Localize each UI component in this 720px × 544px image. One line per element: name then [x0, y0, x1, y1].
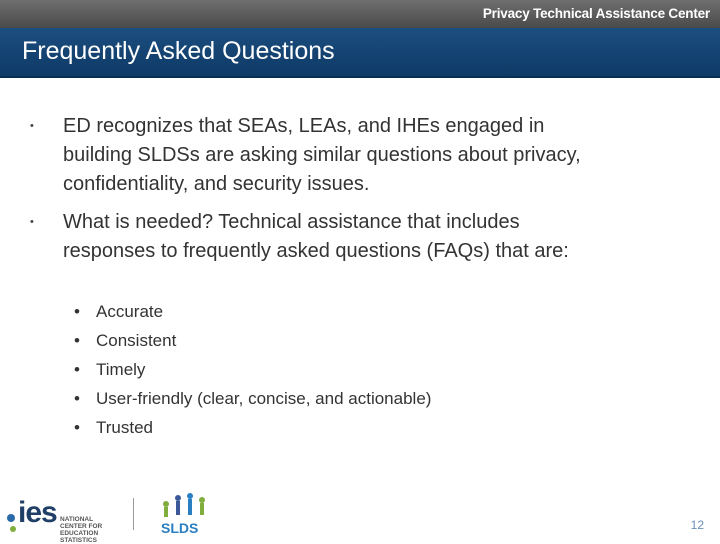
bullet-line: responses to frequently asked questions (FAQs) that are: — [63, 240, 569, 262]
sub-bullet-text: Accurate — [96, 302, 164, 321]
logo-divider — [133, 498, 134, 530]
bullet-marker: • — [30, 216, 34, 228]
slide-title: Frequently Asked Questions — [22, 37, 335, 65]
bullet-line: ED recognizes that SEAs, LEAs, and IHEs engaged in — [63, 115, 545, 137]
bullet-text — [63, 208, 683, 266]
footer-logos — [0, 490, 260, 544]
ies-logo — [4, 494, 124, 544]
title-bar — [0, 28, 720, 78]
slds-logo-text: SLDS — [161, 520, 199, 536]
ies-logo-dot — [10, 526, 16, 532]
ies-logo-text: ies — [18, 496, 57, 529]
bullet-text — [63, 112, 683, 199]
sub-bullet-marker: • — [74, 418, 80, 437]
organization-name: Privacy Technical Assistance Center — [482, 6, 710, 21]
page-number: 12 — [690, 518, 704, 532]
sub-bullet-text: Consistent — [96, 331, 177, 350]
top-banner — [0, 0, 720, 28]
bullet-line: confidentiality, and security issues. — [63, 173, 370, 195]
slds-figures-icon — [158, 492, 216, 522]
sub-bullet-marker: • — [74, 302, 80, 321]
sub-bullet-text: Trusted — [96, 418, 154, 437]
bullet-line: building SLDSs are asking similar questions about privacy, — [63, 144, 581, 166]
ies-logo-subtext: NATIONAL CENTER FOR EDUCATION STATISTICS — [60, 516, 103, 544]
slds-logo — [158, 492, 216, 538]
ies-logo-dot — [7, 514, 15, 522]
sub-bullet-marker: • — [74, 331, 80, 350]
bullet-marker: • — [30, 120, 34, 132]
sub-bullet-marker: • — [74, 389, 80, 408]
sub-bullet-marker: • — [74, 360, 80, 379]
sub-bullet-text: Timely — [96, 360, 146, 379]
bullet-line: What is needed? Technical assistance that includes — [63, 211, 520, 233]
sub-bullet-text: User-friendly (clear, concise, and actionable) — [96, 389, 432, 408]
